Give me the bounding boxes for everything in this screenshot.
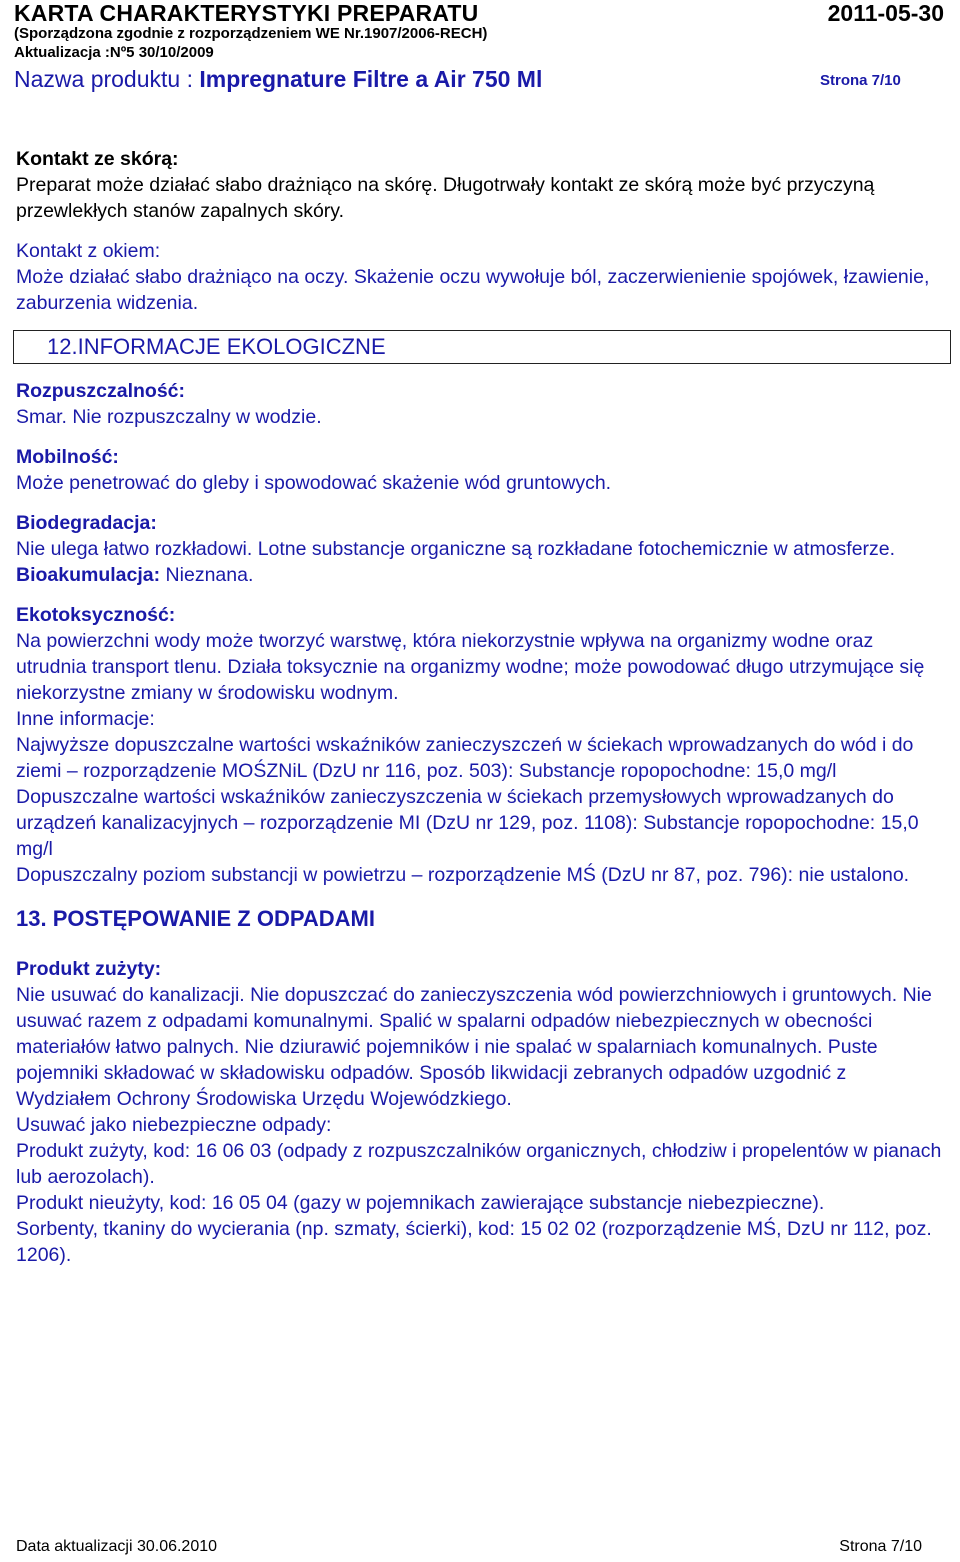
mobility-heading: Mobilność:: [16, 446, 119, 468]
page-number: Strona 7/10: [820, 72, 901, 89]
other-info-item: Dopuszczalny poziom substancji w powietrzu – rozporządzenie MŚ (DzU nr 87, poz. 796): nie ustalono.: [16, 864, 910, 886]
waste-code-item: Sorbenty, tkaniny do wycierania (np. szmaty, ścierki), kod: 15 02 02 (rozporządzenie MŚ, DzU nr 112, poz. 1206).: [16, 1218, 932, 1266]
product-line: [14, 66, 542, 93]
waste-code-item: Produkt nieużyty, kod: 16 05 04 (gazy w pojemnikach zawierające substancje niebezpieczne).: [16, 1192, 825, 1214]
biodegradation-text: Nie ulega łatwo rozkładowi. Lotne substancje organiczne są rozkładane fotochemicznie w atmosferze.: [16, 538, 896, 560]
document-date: 2011-05-30: [827, 0, 944, 26]
used-product-heading: Produkt zużyty:: [16, 958, 162, 980]
footer-update-date: Data aktualizacji 30.06.2010: [16, 1538, 218, 1555]
ecotoxicity-heading: Ekotoksyczność:: [16, 604, 176, 626]
footer-page-number: Strona 7/10: [839, 1538, 922, 1555]
eye-contact-text: Może działać słabo drażniąco na oczy. Skażenie oczu wywołuje ból, zaczerwienienie spojówek, łzawienie, zaburzenia widzenia.: [16, 266, 930, 314]
other-info-item: Dopuszczalne wartości wskaźników zanieczyszczenia w ściekach przemysłowych wprowadzanych do urządzeń kanalizacyjnych – rozporządzenie MI (DzU nr 129, poz. 1108): Substancje ropopochodne: 15,0 mg/l: [16, 786, 919, 860]
biodegradation-heading: Biodegradacja:: [16, 512, 157, 534]
bioaccumulation-line: [16, 562, 946, 588]
other-info-heading: Inne informacje:: [16, 708, 155, 730]
document-title: KARTA CHARAKTERYSTYKI PREPARATU: [14, 0, 479, 26]
used-product-text: Nie usuwać do kanalizacji. Nie dopuszczać do zanieczyszczenia wód powierzchniowych i gruntowych. Nie usuwać razem z odpadami komunalnymi. Spalić w spalarni odpadów niebezpiecznych w obecności materiałów łatwo palnych. Nie dziurawić pojemników i nie spalać w spalarniach komunalnych. Puste pojemniki składować w składowisku odpadów. Sposób likwidacji zebranych odpadów uzgodnić z Wydziałem Ochrony Środowiska Urzędu Wojewódzkiego.: [16, 984, 932, 1110]
bioaccumulation-heading: Bioakumulacja:: [16, 564, 161, 586]
section-12-heading: 12.INFORMACJE EKOLOGICZNE: [13, 330, 951, 364]
mobility-text: Może penetrować do gleby i spowodować skażenie wód gruntowych.: [16, 472, 612, 494]
solubility-text: Smar. Nie rozpuszczalny w wodzie.: [16, 406, 322, 428]
solubility-heading: Rozpuszczalność:: [16, 380, 186, 402]
section-13-heading: 13. POSTĘPOWANIE Z ODPADAMI: [16, 906, 375, 931]
document-body: [16, 146, 946, 1268]
bioaccumulation-text: Nieznana.: [160, 564, 254, 586]
regulation-subtitle: (Sporządzona zgodnie z rozporządzeniem WE Nr.1907/2006-RECH): [14, 25, 488, 42]
update-info: Aktualizacja :Nº5 30/10/2009: [14, 44, 214, 61]
product-label: Nazwa produktu :: [14, 66, 200, 92]
product-name: Impregnature Filtre a Air 750 Ml: [199, 66, 543, 92]
ecotoxicity-text: Na powierzchni wody może tworzyć warstwę, która niekorzystnie wpływa na organizmy wodne oraz utrudnia transport tlenu. Działa toksycznie na organizmy wodne; może powodować długo utrzymujące się niekorzystne zmiany w środowisku wodnym.: [16, 630, 925, 704]
hazardous-waste-heading: Usuwać jako niebezpieczne odpady:: [16, 1114, 332, 1136]
skin-contact-heading: Kontakt ze skórą:: [16, 148, 179, 170]
waste-code-item: Produkt zużyty, kod: 16 06 03 (odpady z rozpuszczalników organicznych, chłodziw i propelentów w pianach lub aerozolach).: [16, 1140, 942, 1188]
eye-contact-heading: Kontakt z okiem:: [16, 240, 161, 262]
skin-contact-text: Preparat może działać słabo drażniąco na skórę. Długotrwały kontakt ze skórą może być przyczyną przewlekłych stanów zapalnych skóry.: [16, 174, 875, 222]
other-info-item: Najwyższe dopuszczalne wartości wskaźników zanieczyszczeń w ściekach wprowadzanych do wód i do ziemi – rozporządzenie MOŚZNiL (DzU nr 116, poz. 503): Substancje ropopochodne: 15,0 mg/l: [16, 734, 914, 782]
